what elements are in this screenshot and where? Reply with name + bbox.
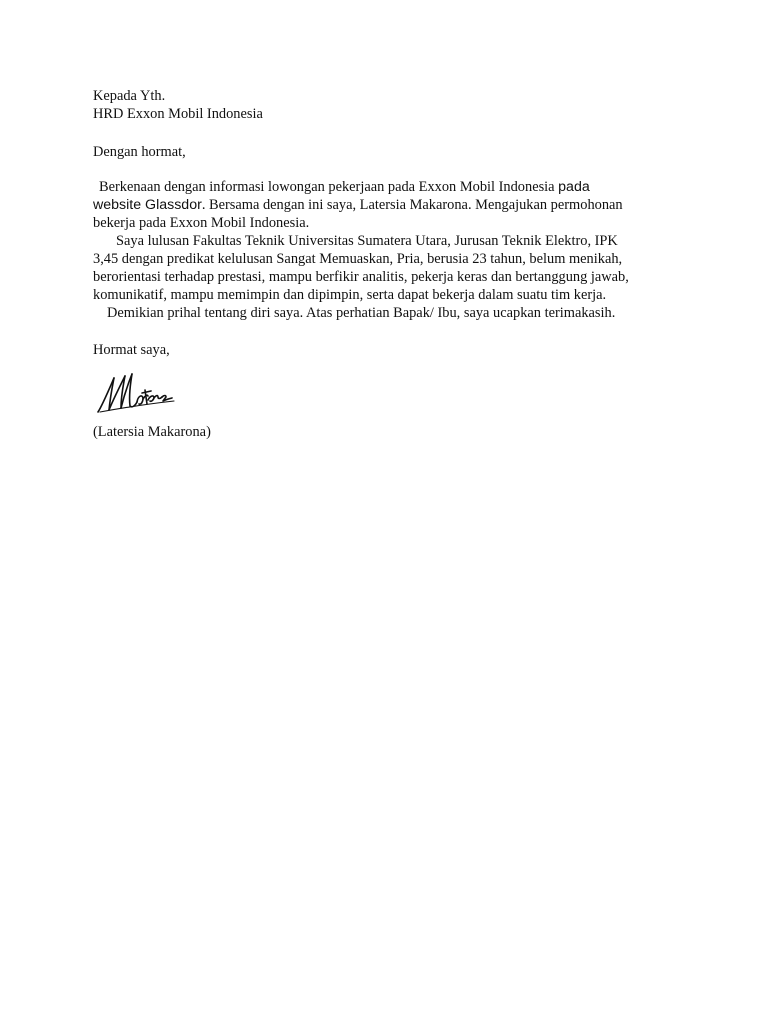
paragraph-1-line-2-text: . Bersama dengan ini saya, Latersia Makarona. Mengajukan permohonan <box>201 197 623 213</box>
signature-image <box>92 366 180 418</box>
paragraph-1-line-1 <box>99 178 590 196</box>
paragraph-1-line-2-sans-text: website Glassdor <box>93 197 202 213</box>
signer-name: (Latersia Makarona) <box>93 424 211 440</box>
paragraph-3: Demikian prihal tentang diri saya. Atas perhatian Bapak/ Ibu, saya ucapkan terimakasih. <box>107 305 616 321</box>
closing: Hormat saya, <box>93 342 170 358</box>
paragraph-1-line-3: bekerja pada Exxon Mobil Indonesia. <box>93 215 310 231</box>
paragraph-1-line-1-sans-text: pada <box>558 179 590 195</box>
salutation: Dengan hormat, <box>93 144 186 160</box>
recipient-line-1: Kepada Yth. <box>93 88 166 104</box>
paragraph-2-line-4: komunikatif, mampu memimpin dan dipimpin, serta dapat bekerja dalam suatu tim kerja. <box>93 287 607 303</box>
paragraph-2-line-3: berorientasi terhadap prestasi, mampu berfikir analitis, pekerja keras dan bertanggung jawab, <box>93 269 629 285</box>
paragraph-2-line-2: 3,45 dengan predikat kelulusan Sangat Memuaskan, Pria, berusia 23 tahun, belum menikah, <box>93 251 623 267</box>
paragraph-2-line-1: Saya lulusan Fakultas Teknik Universitas Sumatera Utara, Jurusan Teknik Elektro, IPK <box>116 233 618 249</box>
paragraph-1-line-1-text: Berkenaan dengan informasi lowongan pekerjaan pada Exxon Mobil Indonesia <box>99 179 555 195</box>
paragraph-1-line-2 <box>93 196 623 214</box>
recipient-line-2: HRD Exxon Mobil Indonesia <box>93 106 263 122</box>
signature-drawing <box>92 366 180 418</box>
